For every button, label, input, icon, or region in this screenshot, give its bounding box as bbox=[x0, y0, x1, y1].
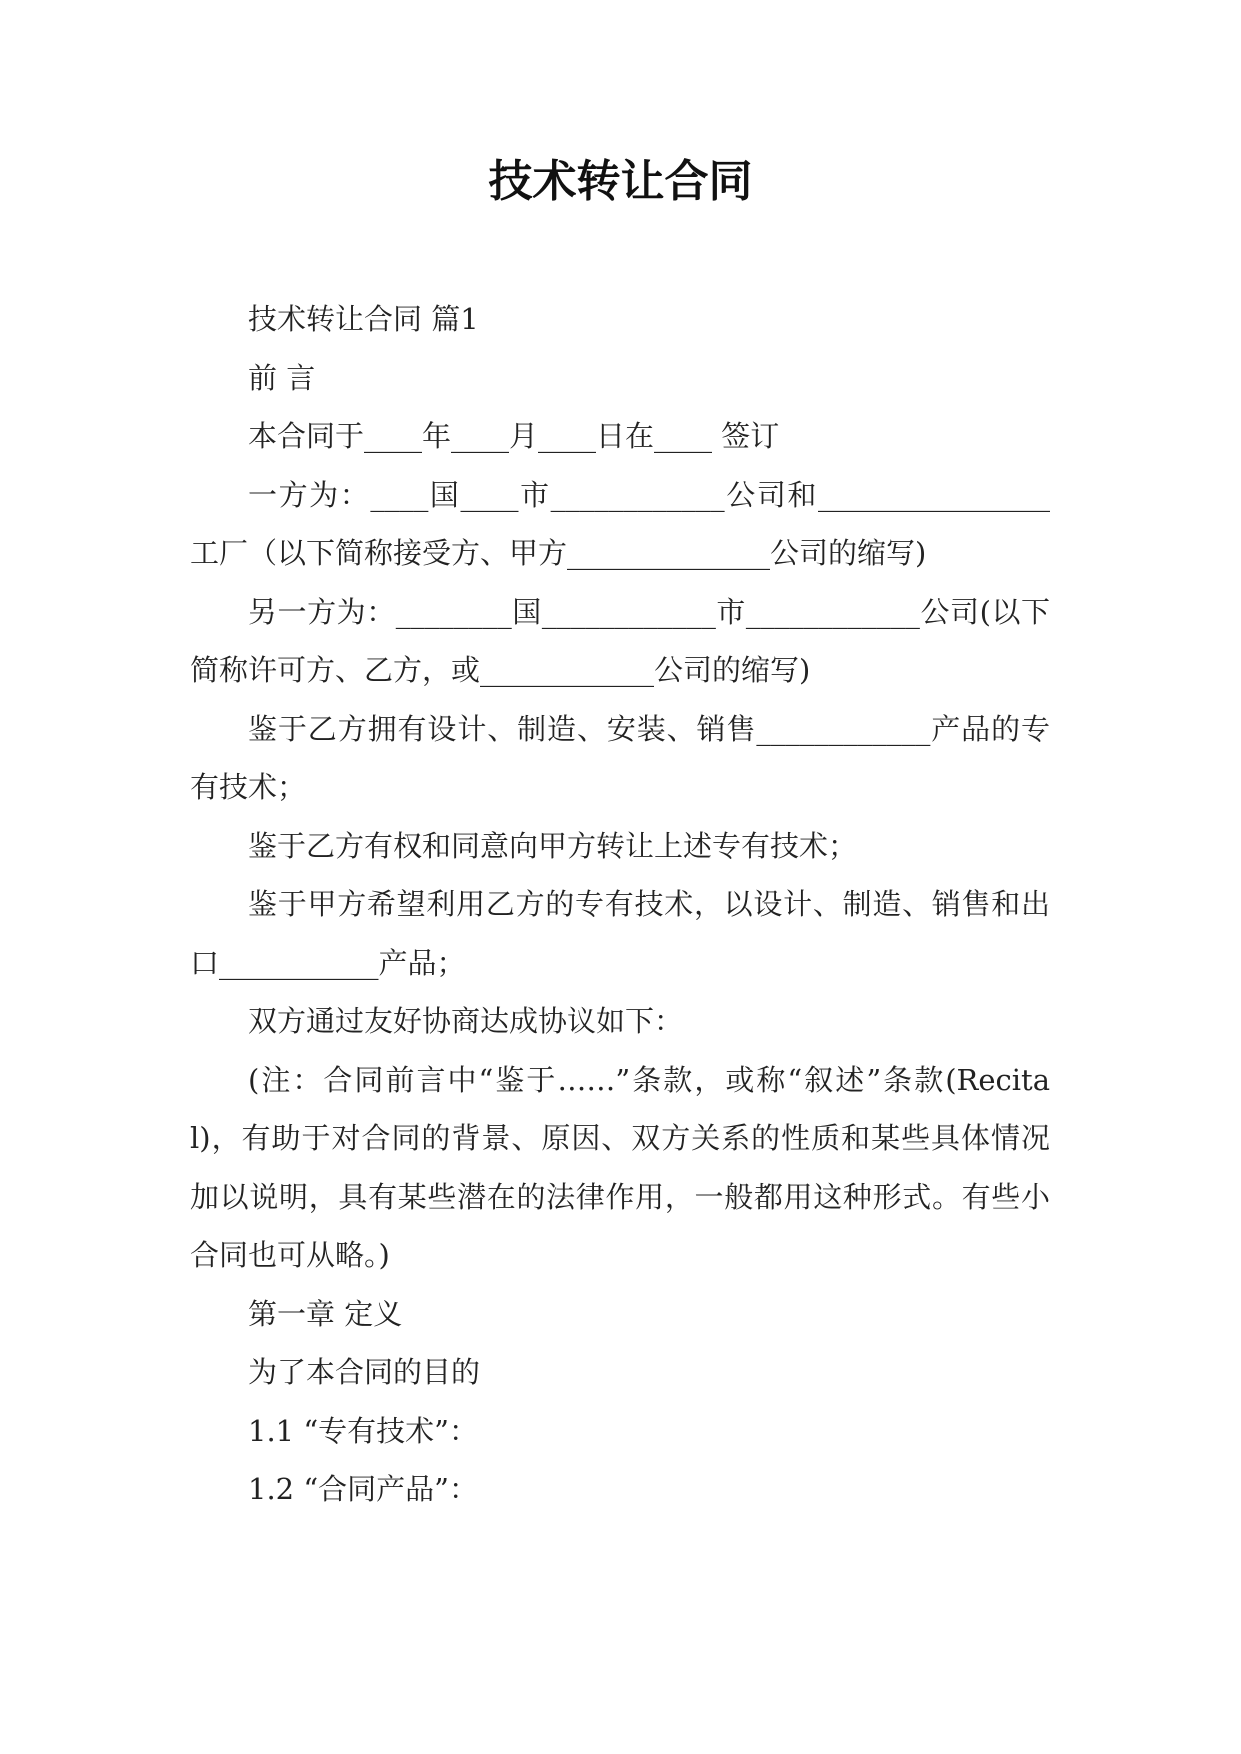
agreement-clause: 双方通过友好协商达成协议如下： bbox=[248, 1004, 684, 1038]
signing-clause: 本合同于____年____月____日在____ 签订 bbox=[248, 419, 780, 453]
whereas-clause-3: 鉴于甲方希望利用乙方的专有技术，以设计、制造、销售和出口___________产品； bbox=[190, 887, 1050, 980]
section-heading: 技术转让合同 篇1 bbox=[248, 302, 479, 336]
document-title: 技术转让合同 bbox=[488, 156, 753, 207]
whereas-clause-1: 鉴于乙方拥有设计、制造、安装、销售____________产品的专有技术； bbox=[190, 711, 1050, 804]
party-a-clause: 一方为：____国____市____________公司和________________工厂（以下简称接受方、甲方______________公司的缩写) bbox=[190, 477, 1050, 570]
whereas-clause-2: 鉴于乙方有权和同意向甲方转让上述专有技术； bbox=[248, 828, 858, 863]
document-body bbox=[190, 290, 1050, 1519]
definition-1-1: 1.1 “专有技术”： bbox=[248, 1413, 478, 1448]
preface-heading: 前 言 bbox=[248, 360, 316, 395]
definition-1-2: 1.2 “合同产品”： bbox=[248, 1472, 478, 1506]
recital-note: (注：合同前言中“鉴于……”条款，或称“叙述”条款(Recital)，有助于对合同的背景、原因、双方关系的性质和某些具体情况加以说明，具有某些潜在的法律作用，一般都用这种形式。有些小合同也可从略。) bbox=[190, 1062, 1050, 1272]
party-b-clause: 另一方为：________国____________市____________公司(以下简称许可方、乙方，或____________公司的缩写) bbox=[190, 594, 1050, 687]
purpose-clause: 为了本合同的目的 bbox=[248, 1355, 481, 1389]
chapter-heading: 第一章 定义 bbox=[248, 1296, 403, 1331]
